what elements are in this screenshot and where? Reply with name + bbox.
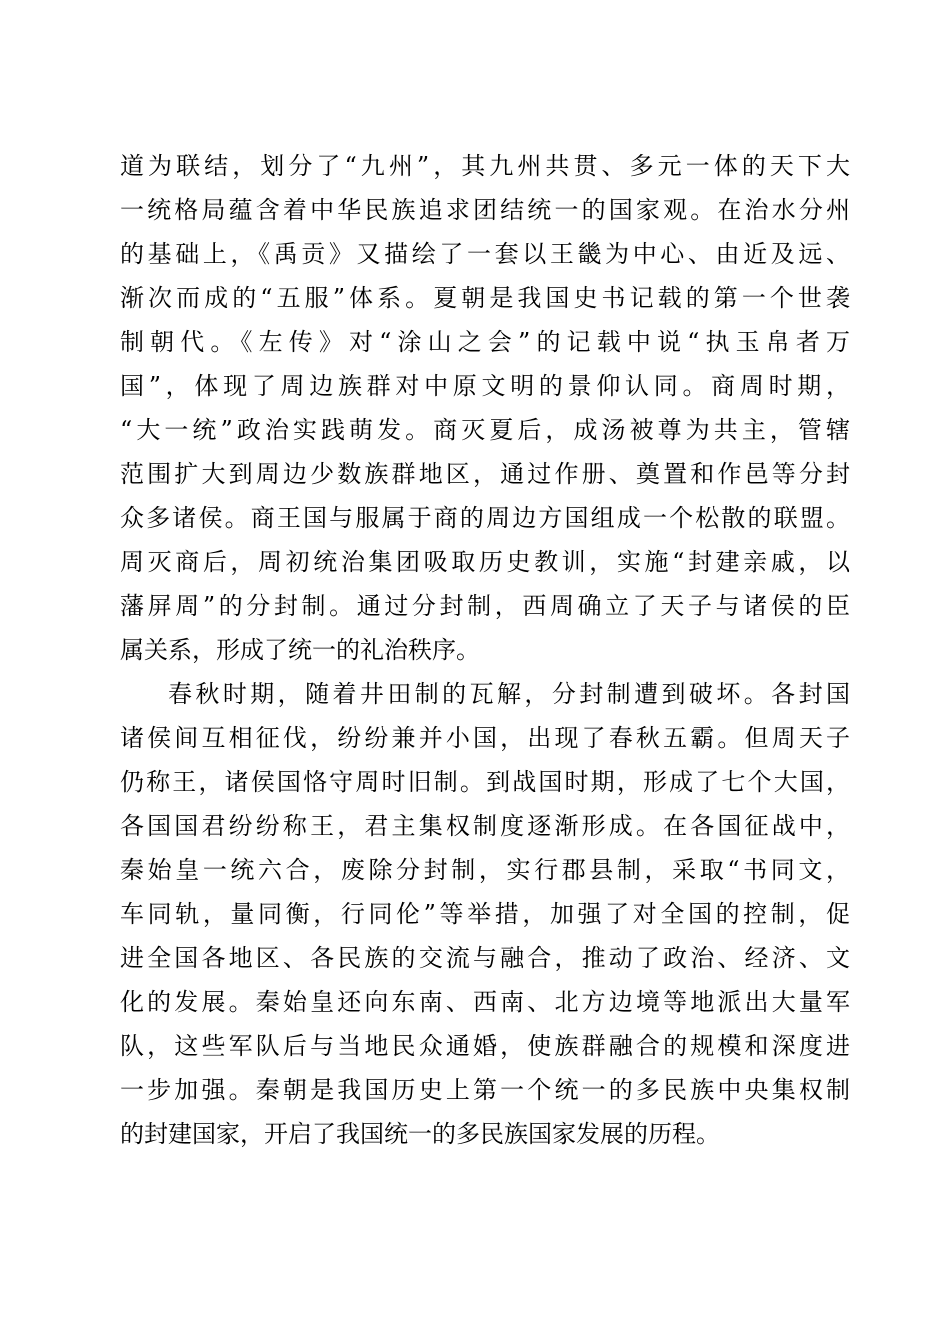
- text-line: “大一统”政治实践萌发。商灭夏后，成汤被尊为共主，管辖: [120, 416, 850, 444]
- text-line: 渐次而成的“五服”体系。夏朝是我国史书记载的第一个世袭: [120, 284, 850, 312]
- text-line: 仍称王，诸侯国恪守周时旧制。到战国时期，形成了七个大国，: [120, 768, 850, 796]
- text-line: 诸侯间互相征伐，纷纷兼并小国，出现了春秋五霸。但周天子: [120, 724, 850, 752]
- text-line: 一步加强。秦朝是我国历史上第一个统一的多民族中央集权制: [120, 1076, 850, 1104]
- text-line: 春秋时期，随着井田制的瓦解，分封制遭到破坏。各封国: [168, 680, 850, 708]
- text-line: 众多诸侯。商王国与服属于商的周边方国组成一个松散的联盟。: [120, 504, 850, 532]
- text-line: 车同轨，量同衡，行同伦”等举措，加强了对全国的控制，促: [120, 900, 850, 928]
- text-line: 国”，体现了周边族群对中原文明的景仰认同。商周时期，: [120, 372, 850, 400]
- text-line: 周灭商后，周初统治集团吸取历史教训，实施“封建亲戚，以: [120, 548, 850, 576]
- text-line: 队，这些军队后与当地民众通婚，使族群融合的规模和深度进: [120, 1032, 850, 1060]
- text-line: 道为联结，划分了“九州”，其九州共贯、多元一体的天下大: [120, 152, 850, 180]
- paragraph-1: [120, 144, 850, 672]
- text-line: 秦始皇一统六合，废除分封制，实行郡县制，采取“书同文，: [120, 856, 850, 884]
- text-line: 属关系，形成了统一的礼治秩序。: [120, 636, 480, 664]
- text-line: 进全国各地区、各民族的交流与融合，推动了政治、经济、文: [120, 944, 850, 972]
- text-line: 藩屏周”的分封制。通过分封制，西周确立了天子与诸侯的臣: [120, 592, 850, 620]
- text-line: 各国国君纷纷称王，君主集权制度逐渐形成。在各国征战中，: [120, 812, 850, 840]
- text-line: 一统格局蕴含着中华民族追求团结统一的国家观。在治水分州: [120, 196, 850, 224]
- text-line: 制朝代。《左传》对“涂山之会”的记载中说“执玉帛者万: [120, 328, 850, 356]
- paragraph-2: [120, 672, 850, 1156]
- body-text: [120, 144, 850, 1156]
- text-line: 范围扩大到周边少数族群地区，通过作册、奠置和作邑等分封: [120, 460, 850, 488]
- text-line: 的封建国家，开启了我国统一的多民族国家发展的历程。: [120, 1120, 720, 1148]
- text-line: 的基础上，《禹贡》又描绘了一套以王畿为中心、由近及远、: [120, 240, 850, 268]
- text-line: 化的发展。秦始皇还向东南、西南、北方边境等地派出大量军: [120, 988, 850, 1016]
